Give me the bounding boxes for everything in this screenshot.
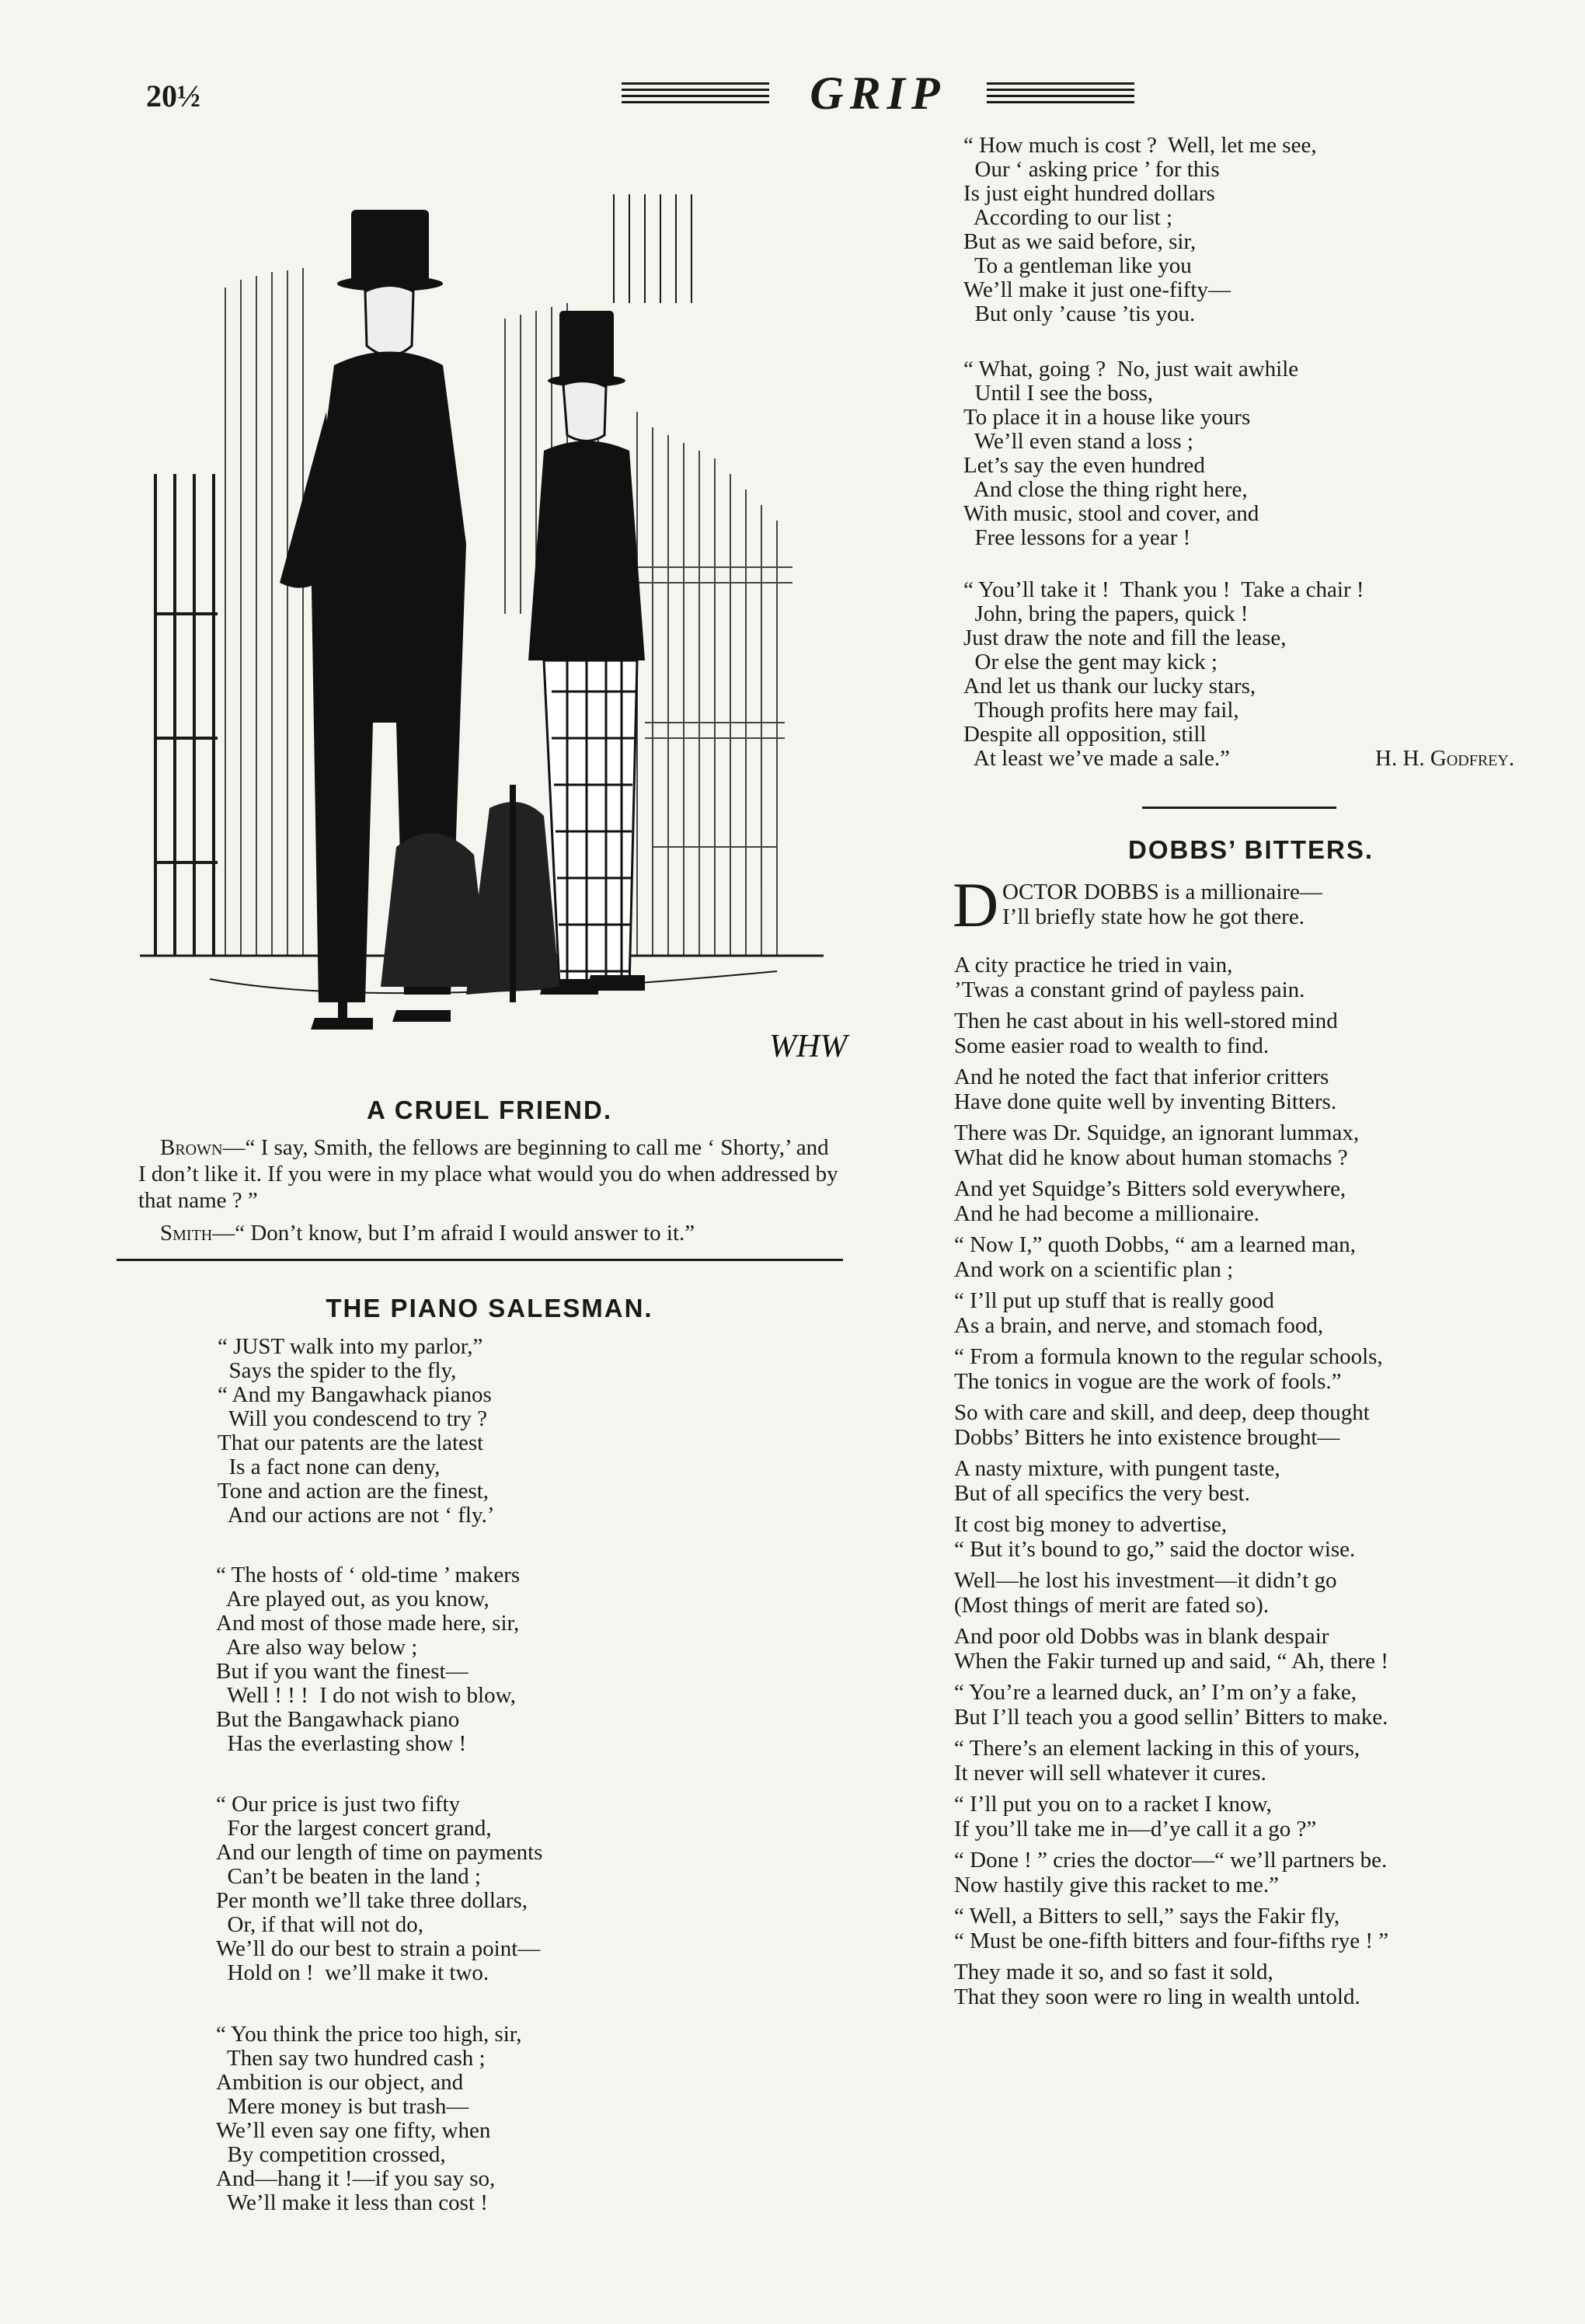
verse-line: Until I see the boss, — [963, 381, 1154, 406]
verse-line: Despite all opposition, still — [963, 722, 1207, 747]
short-divider — [1142, 807, 1336, 809]
verse-line: According to our list ; — [963, 205, 1173, 230]
verse-line: And our actions are not ‘ fly.’ — [218, 1503, 495, 1528]
verse-line: That our patents are the latest — [218, 1430, 484, 1455]
verse-line: We’ll do our best to strain a point— — [216, 1936, 541, 1961]
verse-line: “ From a formula known to the regular schools, — [954, 1344, 1383, 1369]
verse-line: “ You think the price too high, sir, — [216, 2022, 522, 2047]
verse-line: Have done quite well by inventing Bitters. — [954, 1089, 1337, 1114]
verse-line: “ Done ! ” cries the doctor—“ we’ll partners be. — [954, 1848, 1388, 1873]
verse-line: And let us thank our lucky stars, — [963, 674, 1256, 699]
smith-speaker: Smith — [160, 1221, 213, 1246]
verse-line: And our length of time on payments — [216, 1840, 543, 1865]
masthead — [622, 68, 1134, 119]
verse-line: Has the everlasting show ! — [216, 1731, 467, 1756]
couplet — [954, 1456, 1545, 1506]
verse-line: “ And my Bangawhack pianos — [218, 1382, 492, 1407]
pillar-top — [614, 194, 691, 303]
verse-line: And he noted the fact that inferior critters — [954, 1064, 1329, 1089]
drop-cap: D — [953, 869, 999, 940]
verse-line: Tone and action are the finest, — [218, 1479, 489, 1503]
verse-line: Is just eight hundred dollars — [963, 181, 1215, 206]
verse-line: “ I’ll put you on to a racket I know, — [954, 1792, 1272, 1817]
piano-stanza-1 — [218, 1335, 495, 1528]
piano-stanza-7 — [963, 578, 1364, 771]
verse-line: “ Well, a Bitters to sell,” says the Fakir fly, — [954, 1904, 1340, 1929]
verse-line: ’Twas a constant grind of payless pain. — [954, 977, 1305, 1002]
cruel-friend-dialogue — [138, 1134, 841, 1246]
verse-line: Or else the gent may kick ; — [963, 650, 1217, 674]
piano-stanza-6 — [963, 357, 1298, 550]
verse-line: Is a fact none can deny, — [218, 1455, 441, 1479]
verse-line: As a brain, and nerve, and stomach food, — [954, 1313, 1324, 1338]
verse-line: And close the thing right here, — [963, 477, 1248, 502]
verse-line: We’ll make it less than cost ! — [216, 2190, 488, 2215]
verse-line: John, bring the papers, quick ! — [963, 601, 1249, 626]
verse-line: “ Our price is just two fifty — [216, 1792, 461, 1817]
verse-line: Ambition is our object, and — [216, 2070, 464, 2095]
verse-line: I’ll briefly state how he got there. — [1002, 904, 1305, 929]
author-signature: H. H. Godfrey. — [1375, 746, 1515, 771]
couplet — [954, 1120, 1545, 1170]
verse-line: A nasty mixture, with pungent taste, — [954, 1456, 1280, 1481]
verse-line: For the largest concert grand, — [216, 1816, 492, 1841]
smith-line — [138, 1220, 841, 1246]
verse-line: Are played out, as you know, — [216, 1587, 489, 1611]
dobbs-bitters-title: DOBBS’ BITTERS. — [1127, 835, 1374, 864]
verse-line: There was Dr. Squidge, an ignorant lummax, — [954, 1120, 1360, 1145]
verse-line: What did he know about human stomachs ? — [954, 1145, 1348, 1170]
verse-line: To place it in a house like yours — [963, 405, 1251, 430]
verse-line: They made it so, and so fast it sold, — [954, 1960, 1273, 1984]
verse-line: Some easier road to wealth to find. — [954, 1033, 1270, 1058]
piano-salesman-title: THE PIANO SALESMAN. — [326, 1294, 653, 1322]
masthead-rule-right — [987, 82, 1134, 107]
masthead-title: GRIP — [810, 68, 946, 119]
verse-line: Can’t be beaten in the land ; — [216, 1864, 481, 1889]
couplet — [954, 1009, 1545, 1058]
verse-line: Are also way below ; — [216, 1635, 418, 1660]
couplet — [954, 1960, 1545, 2009]
verse-line: But of all specifics the very best. — [954, 1481, 1250, 1506]
dobbs-opening — [1002, 880, 1546, 929]
couplet — [954, 1176, 1545, 1226]
verse-line: And—hang it !—if you say so, — [216, 2166, 496, 2191]
verse-line: Our ‘ asking price ’ for this — [963, 157, 1220, 182]
verse-line: So with care and skill, and deep, deep thought — [954, 1400, 1370, 1425]
verse-line: Let’s say the even hundred — [963, 453, 1205, 478]
verse-line: “ But it’s bound to go,” said the doctor wise. — [954, 1537, 1356, 1562]
verse-line: Hold on ! we’ll make it two. — [216, 1960, 489, 1985]
couplet — [954, 1288, 1545, 1338]
verse-line: And work on a scientific plan ; — [954, 1257, 1234, 1282]
piano-stanza-4 — [216, 2023, 522, 2215]
verse-line: (Most things of merit are fated so). — [954, 1593, 1270, 1618]
verse-line: “ The hosts of ‘ old-time ’ makers — [216, 1563, 521, 1587]
cruel-friend-title: A CRUEL FRIEND. — [366, 1096, 612, 1124]
verse-line: By competition crossed, — [216, 2142, 446, 2167]
brown-speaker: Brown — [160, 1135, 223, 1160]
couplet — [954, 1904, 1545, 1953]
verse-line: We’ll make it just one-fifty— — [963, 277, 1231, 302]
verse-line: The tonics in vogue are the work of fools.” — [954, 1369, 1342, 1394]
verse-line: Dobbs’ Bitters he into existence brought— — [954, 1425, 1340, 1450]
couplet — [954, 1736, 1545, 1786]
verse-line: “ How much is cost ? Well, let me see, — [963, 133, 1317, 158]
verse-line: At least we’ve made a sale.” — [963, 746, 1231, 771]
verse-line: “ Must be one-fifth bitters and four-fifths rye ! ” — [954, 1929, 1389, 1953]
verse-line: “ Now I,” quoth Dobbs, “ am a learned man, — [954, 1232, 1357, 1257]
verse-line: To a gentleman like you — [963, 253, 1192, 278]
verse-line: If you’ll take me in—d’ye call it a go ?” — [954, 1817, 1317, 1841]
verse-line: Per month we’ll take three dollars, — [216, 1888, 528, 1913]
verse-line: And most of those made here, sir, — [216, 1611, 520, 1636]
verse-line: Or, if that will not do, — [216, 1912, 424, 1937]
couplet — [954, 1680, 1545, 1730]
verse-line: It cost big money to advertise, — [954, 1512, 1228, 1537]
verse-line: Well—he lost his investment—it didn’t go — [954, 1568, 1337, 1593]
couplet — [954, 1344, 1545, 1394]
verse-line: We’ll even stand a loss ; — [963, 429, 1193, 454]
couplet — [954, 953, 1545, 1002]
verse-line: “ There’s an element lacking in this of yours, — [954, 1736, 1360, 1761]
couplet — [954, 1232, 1545, 1282]
verse-line: “ What, going ? No, just wait awhile — [963, 357, 1299, 382]
verse-line: With music, stool and cover, and — [963, 501, 1259, 526]
verse-line: It never will sell whatever it cures. — [954, 1761, 1266, 1786]
verse-line: But the Bangawhack piano — [216, 1707, 460, 1732]
couplet — [954, 1064, 1545, 1114]
verse-line: Says the spider to the fly, — [218, 1358, 457, 1383]
verse-line: Though profits here may fail, — [963, 698, 1239, 723]
iron-railing — [155, 474, 218, 956]
couplet — [954, 1568, 1545, 1618]
verse-line: When the Fakir turned up and said, “ Ah, there ! — [954, 1649, 1388, 1674]
piano-stanza-2 — [216, 1563, 520, 1756]
verse-line: Well ! ! ! I do not wish to blow, — [216, 1683, 516, 1708]
smith-text: —“ Don’t know, but I’m afraid I would answer to it.” — [212, 1221, 695, 1246]
piano-stanza-5 — [963, 134, 1317, 326]
page-number: 20½ — [146, 78, 200, 113]
verse-line: Free lessons for a year ! — [963, 525, 1191, 550]
couplet — [954, 1512, 1545, 1562]
verse-line: But only ’cause ’tis you. — [963, 301, 1196, 326]
verse-line: We’ll even say one fifty, when — [216, 2118, 491, 2143]
verse-line: Then he cast about in his well-stored mind — [954, 1009, 1338, 1033]
verse-line: But if you want the finest— — [216, 1659, 469, 1684]
artist-signature: WHW — [769, 1029, 848, 1064]
verse-line: “ You’re a learned duck, an’ I’m on’y a fake, — [954, 1680, 1357, 1705]
verse-line: Then say two hundred cash ; — [216, 2046, 486, 2071]
section-divider-left — [117, 1259, 843, 1261]
couplet — [954, 1624, 1545, 1674]
piano-stanza-3 — [216, 1793, 542, 1985]
verse-line: Will you condescend to try ? — [218, 1406, 488, 1431]
verse-line: “ JUST walk into my parlor,” — [218, 1334, 483, 1359]
verse-line: “ I’ll put up stuff that is really good — [954, 1288, 1274, 1313]
couplet — [954, 1400, 1545, 1450]
cartoon-illustration — [140, 179, 848, 1096]
couplet — [954, 1792, 1545, 1841]
verse-line: And yet Squidge’s Bitters sold everywhere, — [954, 1176, 1346, 1201]
verse-line: That they soon were ro ling in wealth untold. — [954, 1984, 1360, 2009]
brown-text: —“ I say, Smith, the fellows are beginning to call me ‘ Shorty,’ and I don’t like it. If you were in my place what would you do when addressed by that name ? ” — [138, 1135, 838, 1213]
verse-line: Mere money is but trash— — [216, 2094, 469, 2119]
verse-line: Just draw the note and fill the lease, — [963, 625, 1287, 650]
couplet — [954, 1848, 1545, 1897]
verse-line: And poor old Dobbs was in blank despair — [954, 1624, 1329, 1649]
verse-line: And he had become a millionaire. — [954, 1201, 1259, 1226]
verse-line: OCTOR DOBBS is a millionaire— — [1002, 880, 1322, 904]
brown-line — [138, 1134, 841, 1214]
verse-line: “ You’ll take it ! Thank you ! Take a chair ! — [963, 577, 1364, 602]
verse-line: But as we said before, sir, — [963, 229, 1197, 254]
verse-line: A city practice he tried in vain, — [954, 953, 1233, 977]
verse-line: Now hastily give this racket to me.” — [954, 1873, 1279, 1897]
verse-line: But I’ll teach you a good sellin’ Bitters to make. — [954, 1705, 1388, 1730]
